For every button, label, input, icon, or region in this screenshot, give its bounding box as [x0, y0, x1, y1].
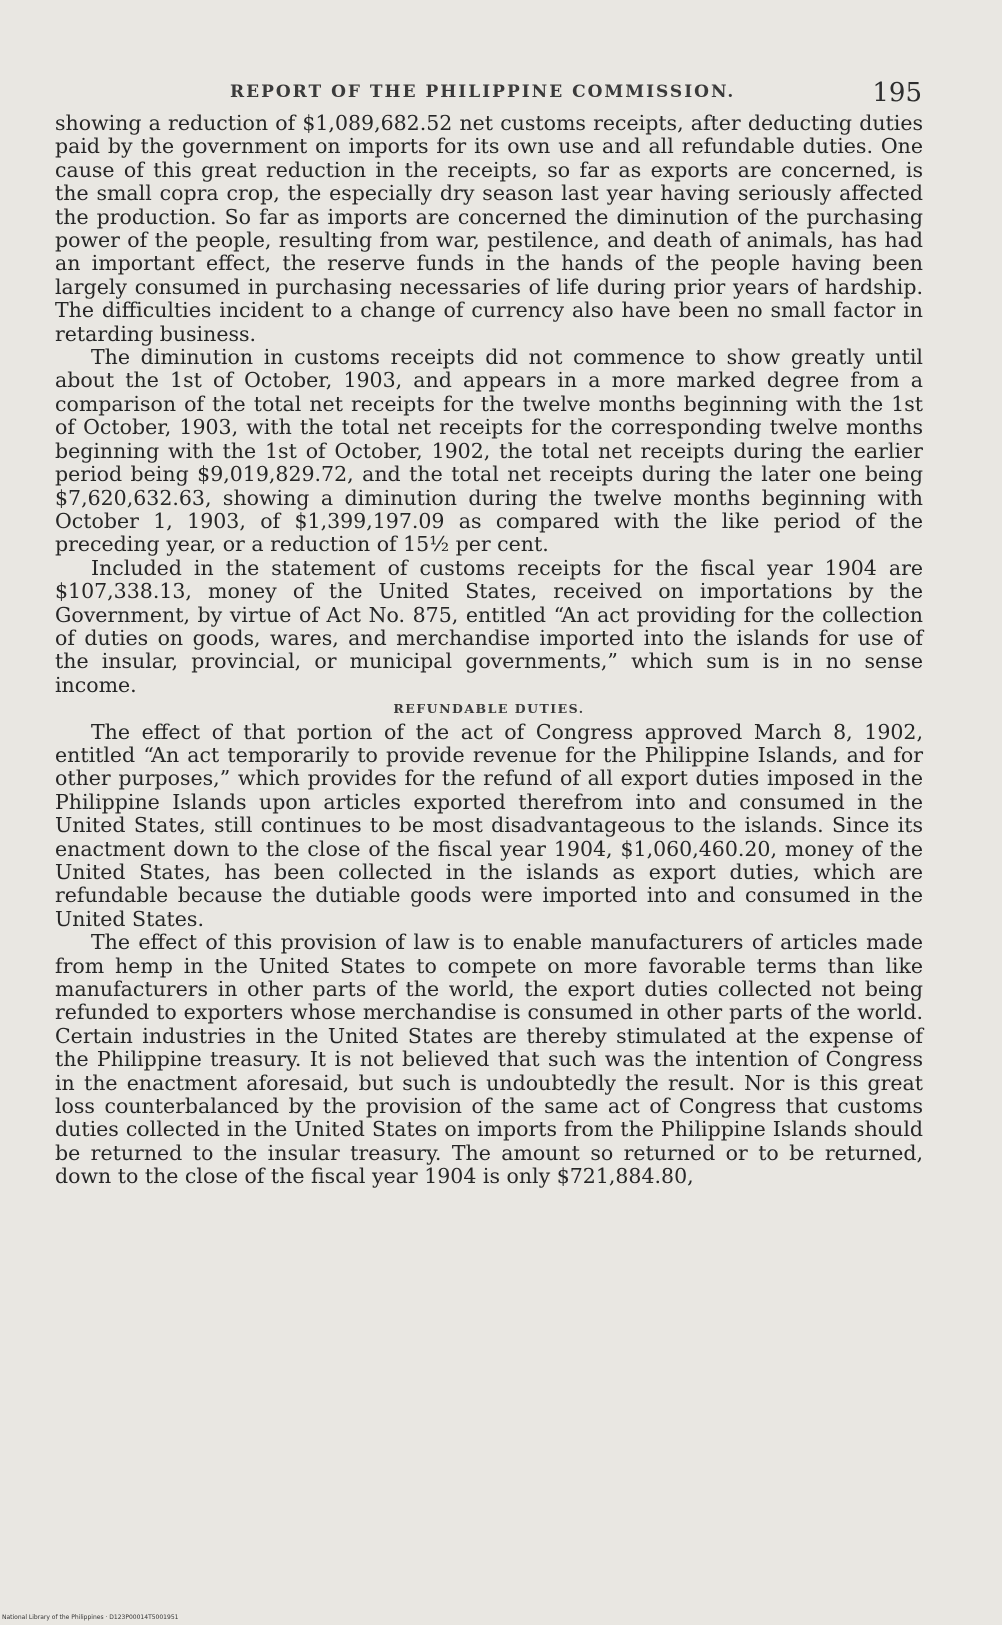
section-heading: REFUNDABLE DUTIES.	[393, 701, 585, 717]
paragraph-provision-effect: The effect of this provision of law is to enable manufacturers of articles made from hemp in the United States to compete on more favorable terms than like manufacturers in other parts of the world, the export duties collected not being refunded to exporters whose merchandise is consumed in other parts of the world. Certain industries in the United States are thereby stimulated at the expense of the Philippine treasury. It is not believed that such was the intention of Congress in the enactment aforesaid, but such is undoubtedly the result. Nor is this great loss counterbalanced by the provision of the same act of Congress that customs duties collected in the United States on imports from the Philippine Islands should be returned to the insular treasury. The amount so returned or to be returned, down to the close of the fiscal year 1904 is only $721,884.80,	[55, 930, 923, 1189]
scan-credit: National Library of the Philippines · D123P00014T5001951	[2, 1614, 179, 1621]
body-text	[55, 112, 923, 1189]
paragraph-continuation: showing a reduction of $1,089,682.52 net customs receipts, after deducting duties paid by the government on imports for its own use and all refundable duties. One cause of this great reduction in the receipts, so far as exports are concerned, is the small copra crop, the especially dry season last year having seriously affected the production. So far as imports are concerned the diminution of the purchasing power of the people, resulting from war, pestilence, and death of animals, has had an important effect, the reserve funds in the hands of the people having been largely consumed in purchasing necessaries of life during prior years of hardship. The difficulties incident to a change of currency also have been no small factor in retarding business.	[55, 111, 923, 346]
paragraph-customs-diminution: The diminution in customs receipts did not commence to show greatly until about the 1st of October, 1903, and appears in a more marked degree from a comparison of the total net receipts for the twelve months beginning with the 1st of October, 1903, with the total net receipts for the corresponding twelve months beginning with the 1st of October, 1902, the total net receipts during the earlier period being $9,019,829.72, and the total net receipts during the later one being $7,620,632.63, showing a diminution during the twelve months beginning with October 1, 1903, of $1,399,197.09 as compared with the like period of the preceding year, or a reduction of 15½ per cent.	[55, 345, 923, 557]
page-number: 195	[872, 78, 922, 108]
paragraph-refundable-effect: The effect of that portion of the act of Congress approved March 8, 1902, entitled “An act temporarily to provide revenue for the Philippine Islands, and for other purposes,” which provides for the refund of all export duties imposed in the Philippine Islands upon articles exported therefrom into and consumed in the United States, still continues to be most disadvantageous to the islands. Since its enactment down to the close of the fiscal year 1904, $1,060,460.20, money of the United States, has been collected in the islands as export duties, which are refundable because the dutiable goods were imported into and consumed in the United States.	[55, 719, 923, 931]
running-title: REPORT OF THE PHILIPPINE COMMISSION.	[230, 82, 736, 102]
paragraph-included-receipts: Included in the statement of customs receipts for the fiscal year 1904 are $107,338.13, money of the United States, received on importations by the Government, by virtue of Act No. 875, entitled “An act providing for the collection of duties on goods, wares, and merchandise imported into the islands for use of the insular, provincial, or municipal governments,” which sum is in no sense income.	[55, 555, 923, 697]
